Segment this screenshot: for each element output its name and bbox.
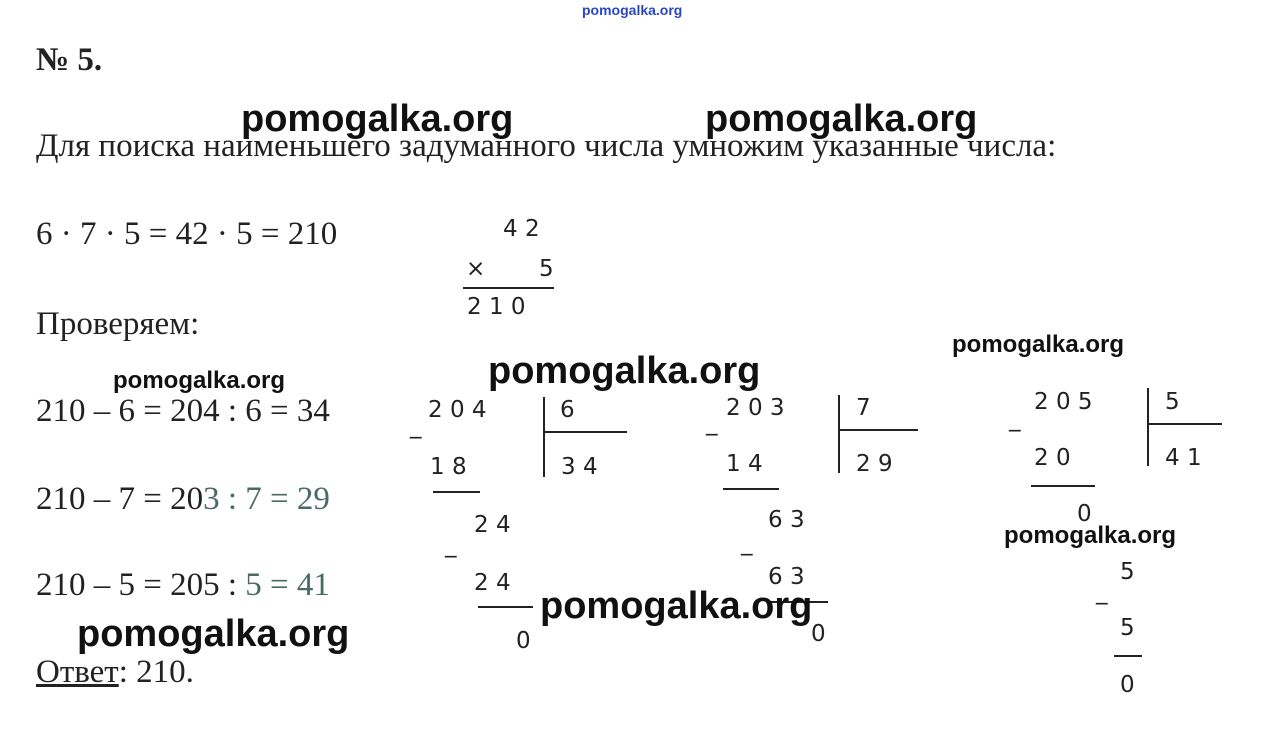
mult-multiplier: 5	[539, 256, 554, 282]
mult-result: 2 1 0	[467, 294, 526, 320]
div1-bar-lower	[543, 431, 545, 477]
watermark-2: pomogalka.org	[705, 98, 978, 140]
div1-rem1: 2 4	[474, 512, 511, 538]
div3-rem1b: 5	[1120, 559, 1135, 585]
div2-quotient-rule	[840, 429, 918, 431]
answer-label: Ответ	[36, 654, 119, 690]
div3-bar	[1147, 388, 1149, 466]
watermark-7: pomogalka.org	[540, 585, 813, 627]
div2-dividend: 2 0 3	[726, 395, 785, 421]
div1-quotient: 3 4	[561, 454, 598, 480]
div2-bar	[838, 395, 840, 473]
div1-bar-upper	[543, 397, 545, 431]
div3-minus-1: _	[1009, 406, 1021, 432]
div3-dividend: 2 0 5	[1034, 389, 1093, 415]
div3-sub2: 5	[1120, 615, 1135, 641]
watermark-8: pomogalka.org	[77, 613, 350, 655]
watermark-4: pomogalka.org	[488, 350, 761, 392]
check-line-2	[36, 481, 330, 518]
div3-minus-2: _	[1096, 579, 1108, 605]
watermark-6: pomogalka.org	[1004, 522, 1177, 549]
mult-rule	[463, 287, 554, 289]
div1-minus-1: _	[410, 413, 422, 439]
intro-text: Для поиска наименьшего задуманного числа умножим указанные числа:	[36, 128, 1057, 164]
div1-divisor: 6	[560, 397, 575, 423]
div3-sub1: 2 0	[1034, 445, 1071, 471]
div2-rule-1	[723, 488, 779, 490]
div1-minus-2: _	[445, 532, 457, 558]
top-watermark: pomogalka.org	[582, 2, 683, 18]
problem-number: № 5.	[36, 42, 103, 78]
div2-minus-1: _	[706, 410, 718, 436]
div1-dividend: 2 0 4	[428, 397, 487, 423]
div2-divisor: 7	[856, 395, 871, 421]
div3-rule-1	[1031, 485, 1095, 487]
div3-divisor: 5	[1165, 389, 1180, 415]
div1-quotient-rule	[545, 431, 627, 433]
div2-rem2: 0	[811, 621, 826, 647]
answer-line	[36, 654, 194, 691]
div1-sub2: 2 4	[474, 570, 511, 596]
answer-value: : 210.	[118, 654, 194, 690]
div3-quotient-rule	[1149, 423, 1222, 425]
mult-sign: ×	[466, 256, 486, 282]
div3-rule-2	[1114, 655, 1142, 657]
div3-quotient: 4 1	[1165, 445, 1202, 471]
div2-sub1: 1 4	[726, 451, 763, 477]
watermark-1: pomogalka.org	[241, 98, 514, 140]
div1-rule-1	[433, 491, 480, 493]
div1-rule-2	[478, 606, 533, 608]
watermark-5: pomogalka.org	[113, 367, 286, 394]
div1-rem2: 0	[516, 628, 531, 654]
main-equation: 6 · 7 · 5 = 42 · 5 = 210	[36, 216, 338, 252]
check-line-2-prefix: 210 – 7 = 20	[36, 481, 204, 517]
div2-minus-2: _	[741, 530, 753, 556]
div2-sub2: 6 3	[768, 564, 805, 590]
div2-quotient: 2 9	[856, 451, 893, 477]
check-line-3-prefix: 210 – 5 = 205 :	[36, 567, 246, 603]
div2-rem1: 6 3	[768, 507, 805, 533]
watermark-3: pomogalka.org	[952, 331, 1125, 358]
check-line-2-rest: 3 : 7 = 29	[203, 481, 330, 517]
check-line-3-rest: 5 = 41	[245, 567, 330, 603]
check-line-1: 210 – 6 = 204 : 6 = 34	[36, 393, 330, 429]
div3-rem1: 0	[1077, 501, 1092, 527]
check-line-3	[36, 567, 330, 604]
check-label: Проверяем:	[36, 306, 200, 342]
div3-rem2: 0	[1120, 672, 1135, 698]
mult-top: 4 2	[503, 216, 540, 242]
div1-sub1: 1 8	[430, 454, 467, 480]
